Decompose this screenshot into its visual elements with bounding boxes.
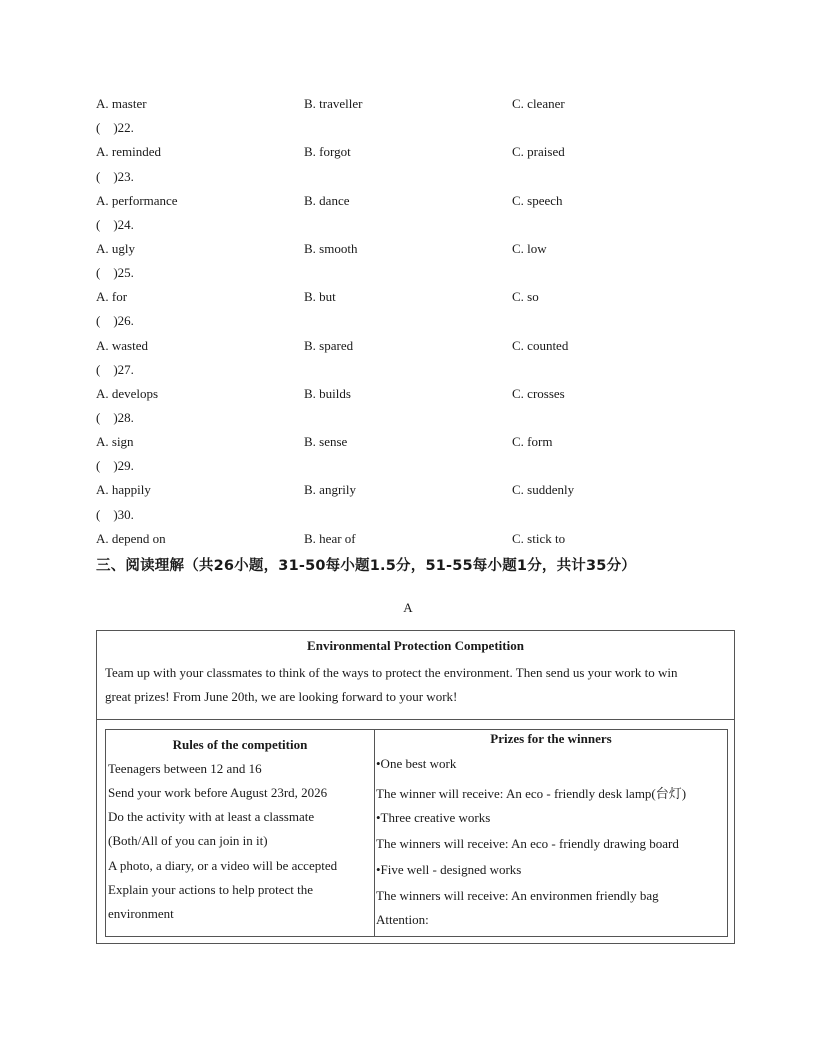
prize-item: The winner will receive: An eco - friendly desk lamp(台灯) — [376, 786, 687, 801]
question-label: ( )29. — [96, 458, 134, 473]
competition-title: Environmental Protection Competition — [307, 638, 524, 653]
choice-row — [96, 191, 736, 211]
question-label: ( )23. — [96, 169, 134, 184]
prizes-heading: Prizes for the winners — [490, 731, 612, 746]
option-c: C. praised — [512, 144, 565, 159]
option-b: B. smooth — [304, 241, 358, 256]
question-number — [96, 408, 736, 428]
option-b: B. builds — [304, 386, 351, 401]
rule-item: Send your work before August 23rd, 2026 — [108, 785, 328, 800]
question-number — [96, 311, 736, 331]
question-number — [96, 505, 736, 525]
option-c: C. form — [512, 434, 553, 449]
option-b: B. traveller — [304, 96, 363, 111]
section-title: 三、阅读理解（共26小题，31-50每小题1.5分，51-55每小题1分，共计35分） — [96, 558, 636, 574]
question-label: ( )28. — [96, 410, 134, 425]
question-label: ( )24. — [96, 217, 134, 232]
question-label: ( )25. — [96, 265, 134, 280]
prize-item: The winners will receive: An environmen friendly bag — [376, 888, 659, 903]
question-number — [96, 215, 736, 235]
question-number — [96, 456, 736, 476]
intro-line: Team up with your classmates to think of the ways to protect the environment. Then send us your work to win — [105, 665, 678, 680]
question-number — [96, 263, 736, 283]
option-a: A. master — [96, 96, 147, 111]
option-a: A. depend on — [96, 531, 166, 546]
option-b: B. angrily — [304, 482, 356, 497]
prize-item: The winners will receive: An eco - friendly drawing board — [376, 836, 679, 851]
option-a: A. for — [96, 289, 128, 304]
rule-item: Explain your actions to help protect the — [108, 882, 314, 897]
choice-row — [96, 529, 736, 549]
option-b: B. sense — [304, 434, 348, 449]
prize-item: Attention: — [376, 912, 429, 927]
rules-prizes-table — [105, 729, 728, 937]
option-a: A. happily — [96, 482, 151, 497]
competition-intro — [105, 661, 726, 709]
question-number — [96, 118, 736, 138]
rules-cell — [106, 730, 374, 936]
option-b: B. dance — [304, 193, 350, 208]
divider — [97, 719, 734, 720]
option-c: C. speech — [512, 193, 563, 208]
prize-item: •Five well - designed works — [376, 862, 522, 877]
question-label: ( )26. — [96, 313, 134, 328]
question-label: ( )30. — [96, 507, 134, 522]
choice-row — [96, 384, 736, 404]
question-label: ( )27. — [96, 362, 134, 377]
option-b: B. but — [304, 289, 336, 304]
question-number — [96, 360, 736, 380]
option-c: C. cleaner — [512, 96, 565, 111]
rule-item: environment — [108, 906, 174, 921]
option-c: C. counted — [512, 338, 569, 353]
option-a: A. wasted — [96, 338, 148, 353]
question-number — [96, 167, 736, 187]
choice-row — [96, 142, 736, 162]
question-label: ( )22. — [96, 120, 134, 135]
option-b: B. hear of — [304, 531, 356, 546]
option-c: C. crosses — [512, 386, 565, 401]
option-a: A. performance — [96, 193, 178, 208]
option-c: C. low — [512, 241, 547, 256]
option-c: C. suddenly — [512, 482, 575, 497]
choice-row — [96, 480, 736, 500]
option-c: C. stick to — [512, 531, 566, 546]
prize-item: •Three creative works — [376, 810, 491, 825]
option-a: A. reminded — [96, 144, 161, 159]
option-a: A. develops — [96, 386, 159, 401]
option-c: C. so — [512, 289, 539, 304]
option-a: A. ugly — [96, 241, 135, 256]
choice-row — [96, 432, 736, 452]
option-a: A. sign — [96, 434, 134, 449]
rules-heading: Rules of the competition — [172, 737, 308, 752]
choice-row — [96, 336, 736, 356]
choice-row — [96, 239, 736, 259]
option-b: B. spared — [304, 338, 354, 353]
rule-item: Teenagers between 12 and 16 — [108, 761, 262, 776]
prize-item: •One best work — [376, 756, 457, 771]
passage-letter: A — [403, 600, 413, 615]
choice-row — [96, 287, 736, 307]
rule-item: (Both/All of you can join in it) — [108, 833, 268, 848]
choice-row — [96, 94, 736, 114]
prizes-cell — [375, 730, 727, 936]
intro-line: great prizes! From June 20th, we are looking forward to your work! — [105, 689, 458, 704]
rule-item: Do the activity with at least a classmate — [108, 809, 315, 824]
competition-notice — [96, 630, 735, 944]
option-b: B. forgot — [304, 144, 351, 159]
rule-item: A photo, a diary, or a video will be accepted — [108, 858, 338, 873]
